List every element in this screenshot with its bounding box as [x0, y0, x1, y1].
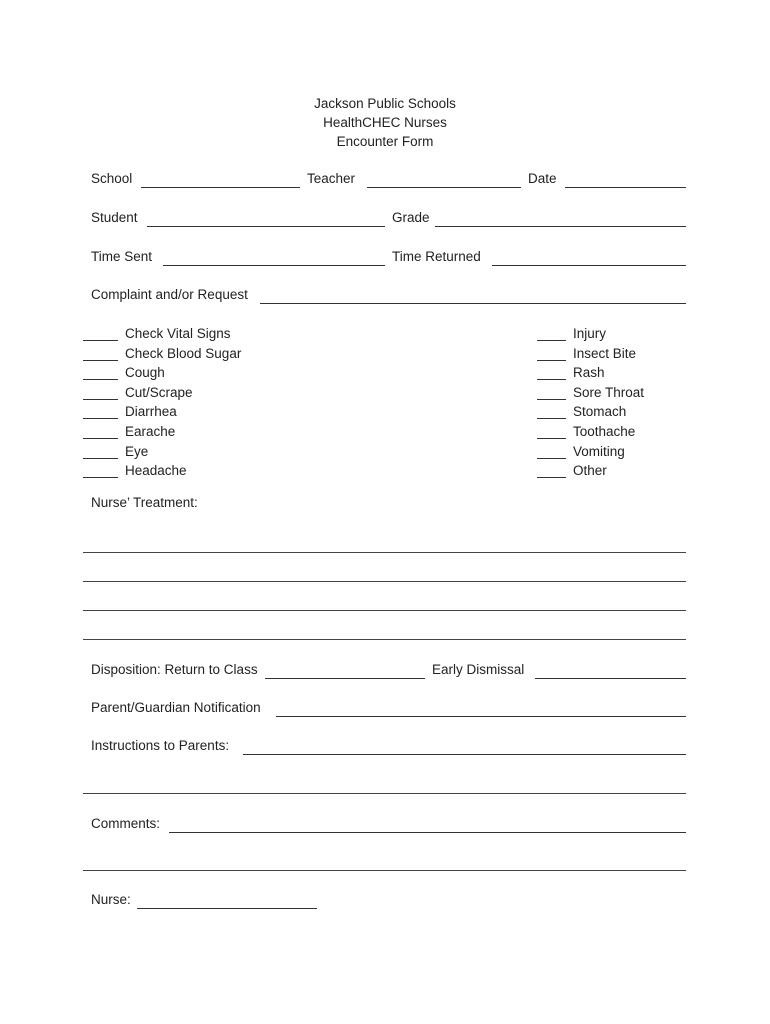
check-blank[interactable]	[537, 418, 566, 419]
comments-field[interactable]	[169, 832, 686, 833]
complaint-label: Complaint and/or Request	[91, 287, 248, 302]
parent-notification-label: Parent/Guardian Notification	[91, 700, 261, 715]
check-item-label: Check Vital Signs	[125, 326, 231, 341]
check-blank[interactable]	[537, 399, 566, 400]
check-item-rash[interactable]	[537, 364, 687, 384]
check-blank[interactable]	[83, 379, 118, 380]
school-label: School	[91, 171, 133, 186]
check-blank[interactable]	[537, 477, 566, 478]
treatment-line[interactable]	[83, 610, 686, 611]
date-label: Date	[528, 171, 557, 186]
check-blank[interactable]	[537, 360, 566, 361]
grade-label: Grade	[392, 210, 430, 225]
check-item-label: Toothache	[573, 423, 636, 439]
parent-notification-field[interactable]	[276, 716, 686, 717]
check-item-label: Cut/Scrape	[125, 384, 193, 400]
treatment-line[interactable]	[83, 581, 686, 582]
check-item-label: Earache	[125, 423, 176, 439]
check-blank[interactable]	[537, 438, 566, 439]
grade-field[interactable]	[435, 226, 686, 227]
school-field[interactable]	[141, 187, 300, 188]
check-blank[interactable]	[83, 340, 118, 341]
check-item-cough[interactable]	[83, 364, 303, 384]
instructions-label: Instructions to Parents:	[91, 738, 230, 753]
return-to-class-field[interactable]	[265, 678, 425, 679]
check-blank[interactable]	[83, 438, 118, 439]
instructions-line[interactable]	[83, 793, 686, 794]
check-item-label: Rash	[573, 365, 605, 381]
form-header	[0, 94, 770, 151]
check-item-toothache[interactable]	[537, 423, 687, 443]
check-item-injury[interactable]	[537, 325, 687, 345]
disposition-label: Disposition: Return to Class	[91, 662, 258, 677]
check-blank[interactable]	[83, 360, 118, 361]
check-blank[interactable]	[83, 477, 118, 478]
nurse-treatment-label: Nurse’ Treatment:	[91, 495, 198, 510]
nurse-label: Nurse:	[91, 892, 131, 907]
teacher-field[interactable]	[367, 187, 521, 188]
instructions-field[interactable]	[243, 754, 686, 755]
check-item-label: Insect Bite	[573, 345, 637, 361]
check-blank[interactable]	[83, 399, 118, 400]
check-item-label: Sore Throat	[573, 384, 645, 400]
date-field[interactable]	[565, 187, 686, 188]
check-item-diarrhea[interactable]	[83, 403, 303, 423]
comments-line[interactable]	[83, 870, 686, 871]
check-item-label: Injury	[573, 326, 607, 341]
nurse-signature-field[interactable]	[137, 908, 317, 909]
early-dismissal-field[interactable]	[535, 678, 686, 679]
check-item-insect-bite[interactable]	[537, 345, 687, 365]
treatment-line[interactable]	[83, 639, 686, 640]
check-item-label: Eye	[125, 443, 149, 459]
complaint-field[interactable]	[260, 303, 686, 304]
early-dismissal-label: Early Dismissal	[432, 662, 525, 677]
check-item-earache[interactable]	[83, 423, 303, 443]
check-item-blood-sugar[interactable]	[83, 345, 303, 365]
check-item-vital-signs[interactable]	[83, 325, 303, 345]
teacher-label: Teacher	[307, 171, 356, 186]
check-item-cut-scrape[interactable]	[83, 384, 303, 404]
school-district-title: Jackson Public Schools	[314, 96, 456, 111]
check-item-label: Headache	[125, 463, 187, 479]
program-title: HealthCHEC Nurses	[323, 115, 447, 130]
check-item-label: Other	[573, 463, 607, 479]
check-item-sore-throat[interactable]	[537, 384, 687, 404]
time-returned-field[interactable]	[492, 265, 686, 266]
check-item-headache[interactable]	[83, 462, 303, 482]
check-blank[interactable]	[83, 418, 118, 419]
check-blank[interactable]	[537, 458, 566, 459]
check-blank[interactable]	[537, 379, 566, 380]
check-blank[interactable]	[537, 340, 566, 341]
time-sent-label: Time Sent	[91, 249, 153, 264]
check-blank[interactable]	[83, 458, 118, 459]
student-label: Student	[91, 210, 138, 225]
student-field[interactable]	[147, 226, 385, 227]
treatment-line[interactable]	[83, 552, 686, 553]
check-item-other[interactable]	[537, 462, 687, 482]
check-item-label: Check Blood Sugar	[125, 345, 242, 361]
check-item-stomach[interactable]	[537, 403, 687, 423]
checklist-right	[537, 325, 687, 482]
check-item-vomiting[interactable]	[537, 443, 687, 463]
time-returned-label: Time Returned	[392, 249, 481, 264]
comments-label: Comments:	[91, 816, 161, 831]
checklist-left	[83, 325, 303, 482]
check-item-eye[interactable]	[83, 443, 303, 463]
form-title: Encounter Form	[336, 134, 434, 149]
check-item-label: Vomiting	[573, 443, 625, 459]
time-sent-field[interactable]	[163, 265, 385, 266]
check-item-label: Cough	[125, 365, 165, 381]
check-item-label: Stomach	[573, 404, 627, 420]
check-item-label: Diarrhea	[125, 404, 177, 420]
